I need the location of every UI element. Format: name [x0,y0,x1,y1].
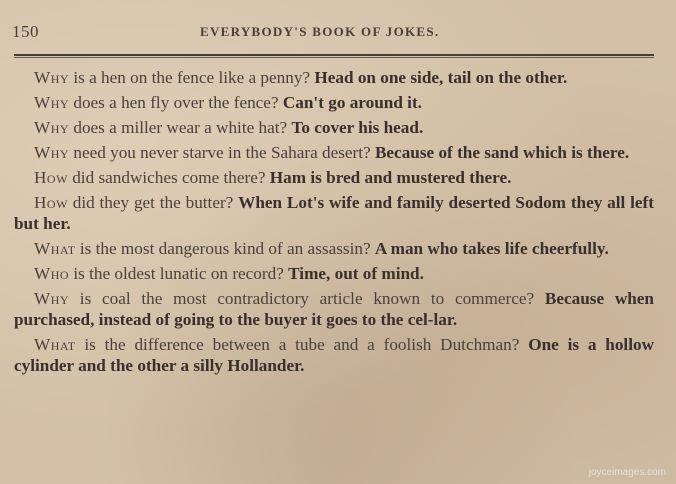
joke-lead: Why [34,289,70,308]
joke-item [14,142,654,163]
joke-answer: Ham is bred and mustered there. [269,168,512,187]
joke-lead: Why [34,93,70,112]
joke-question: did sandwiches come there? [67,168,270,187]
joke-item [14,263,654,284]
joke-answer: One is a hollow cylinder and the other a silly Hollander. [14,335,654,375]
joke-item [14,288,654,330]
joke-answer: When Lot's wife and family deserted Sodom they all left but her. [14,193,654,233]
joke-item [14,67,654,88]
header-rule [14,54,654,58]
joke-question: did they get the butter? [67,193,239,212]
joke-question: is the difference between a tube and a foolish Dutchman? [75,335,529,354]
joke-item [14,238,654,259]
joke-answer: To cover his head. [291,118,424,137]
joke-answer: Can't go around it. [282,93,422,112]
joke-answer: A man who takes life cheerfully. [374,239,609,258]
joke-lead: How [34,168,68,187]
joke-question: is a hen on the fence like a penny? [69,68,315,87]
joke-lead: Who [34,264,70,283]
joke-question: does a miller wear a white hat? [69,118,292,137]
joke-question: is the oldest lunatic on record? [69,264,289,283]
jokes-list [14,67,654,380]
joke-answer: Because of the sand which is there. [374,143,630,162]
joke-item [14,334,654,376]
running-head-title: EVERYBODY'S BOOK OF JOKES. [200,24,440,39]
joke-question: need you never starve in the Sahara desert? [69,143,375,162]
page-number: 150 [12,22,39,41]
joke-item [14,117,654,138]
joke-lead: Why [34,143,70,162]
joke-question: is coal the most contradictory article known to commerce? [69,289,545,308]
joke-answer: Head on one side, tail on the other. [314,68,568,87]
joke-lead: How [34,193,68,212]
joke-question: does a hen fly over the fence? [69,93,283,112]
joke-item [14,92,654,113]
joke-lead: Why [34,68,70,87]
joke-answer: Because when purchased, instead of going to the buyer it goes to the cel-lar. [14,289,654,329]
joke-lead: What [34,335,76,354]
page-header [12,22,660,44]
joke-answer: Time, out of mind. [288,264,424,283]
watermark-text: joyceimages.com [588,467,666,478]
joke-lead: Why [34,118,70,137]
joke-item [14,192,654,234]
joke-question: is the most dangerous kind of an assassin? [75,239,375,258]
joke-lead: What [34,239,76,258]
joke-item [14,167,654,188]
